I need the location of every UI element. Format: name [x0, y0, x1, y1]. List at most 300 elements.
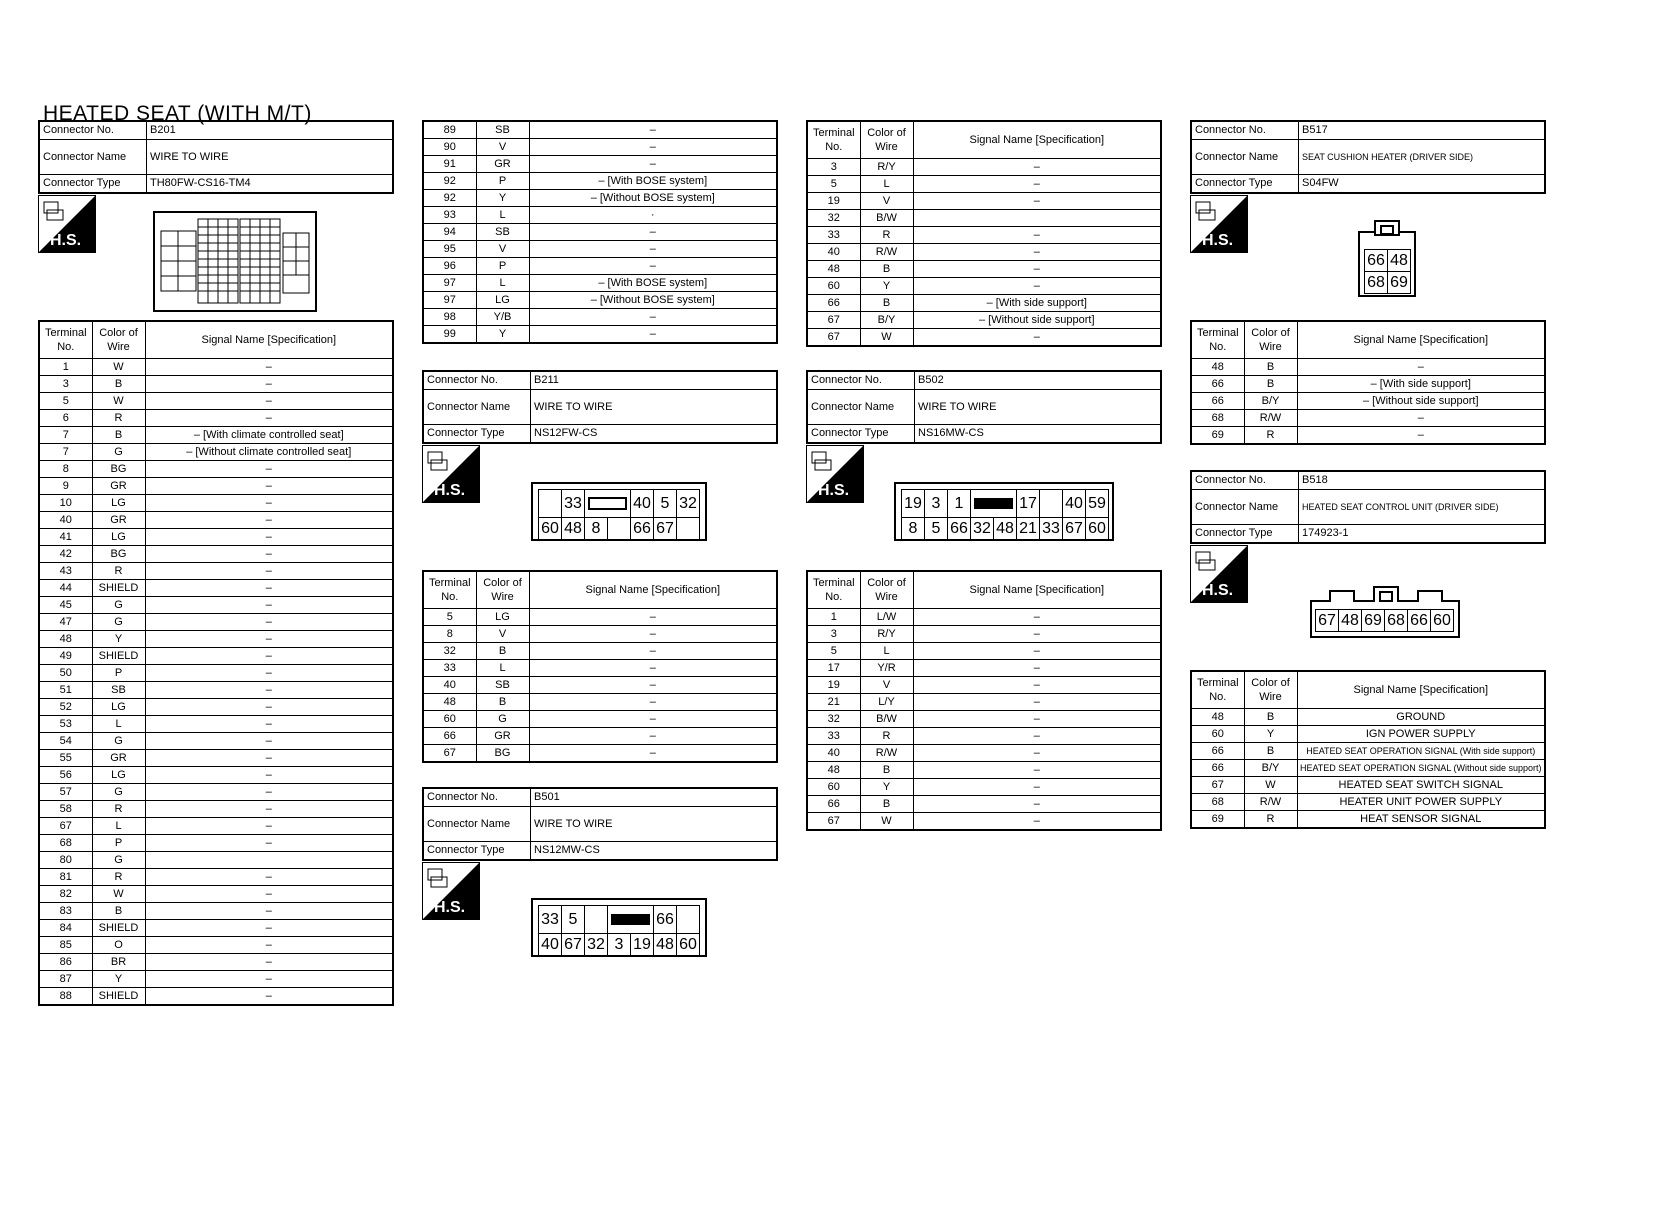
color-cell: L: [476, 275, 529, 292]
color-cell: P: [92, 665, 145, 682]
table-row: [807, 227, 1161, 244]
color-cell: GR: [476, 728, 529, 745]
table-row: [1191, 359, 1545, 376]
connector-no: B211: [531, 371, 778, 390]
table-row: [423, 173, 777, 190]
terminal-cell: 10: [39, 495, 92, 512]
terminal-cell: 40: [807, 745, 860, 762]
terminal-cell: 48: [39, 631, 92, 648]
color-cell: GR: [476, 156, 529, 173]
color-cell: W: [1244, 777, 1297, 794]
signal-cell: –: [145, 971, 393, 988]
terminal-cell: 91: [423, 156, 476, 173]
color-cell: BG: [476, 745, 529, 763]
terminal-cell: 44: [39, 580, 92, 597]
table-row: [423, 326, 777, 344]
terminal-cell: 67: [39, 818, 92, 835]
terminal-cell: 6: [39, 410, 92, 427]
terminal-cell: 66: [1191, 760, 1244, 777]
signal-cell: HEATED SEAT SWITCH SIGNAL: [1297, 777, 1545, 794]
table-row: [807, 159, 1161, 176]
table-row: [39, 444, 393, 461]
signal-cell: –: [529, 258, 777, 275]
terminal-cell: 99: [423, 326, 476, 344]
signal-cell: –: [1297, 410, 1545, 427]
terminal-cell: 80: [39, 852, 92, 869]
color-of-wire-header: Color of Wire: [92, 321, 145, 359]
terminal-cell: 66: [807, 295, 860, 312]
terminal-cell: 87: [39, 971, 92, 988]
signal-cell: –: [913, 643, 1161, 660]
terminal-cell: 32: [807, 711, 860, 728]
color-cell: R: [1244, 427, 1297, 445]
terminal-cell: 60: [807, 278, 860, 295]
color-cell: R: [92, 563, 145, 580]
color-cell: W: [92, 393, 145, 410]
signal-cell: –: [145, 988, 393, 1006]
color-cell: SHIELD: [92, 988, 145, 1006]
terminal-cell: 54: [39, 733, 92, 750]
signal-cell: –: [145, 580, 393, 597]
color-cell: G: [92, 614, 145, 631]
table-row: [423, 207, 777, 224]
signal-cell: –: [913, 278, 1161, 295]
signal-cell: –: [145, 597, 393, 614]
signal-cell: –: [913, 779, 1161, 796]
connector-no-label: Connector No.: [39, 121, 147, 140]
terminal-cell: 33: [423, 660, 476, 677]
table-row: [39, 835, 393, 852]
signal-cell: HEATED SEAT OPERATION SIGNAL (Without side support): [1297, 760, 1545, 777]
terminal-cell: 33: [807, 728, 860, 745]
terminal-cell: 92: [423, 190, 476, 207]
table-row: [39, 903, 393, 920]
table-row: [39, 665, 393, 682]
color-cell: R: [92, 869, 145, 886]
color-cell: B/W: [860, 711, 913, 728]
signal-cell: –: [913, 227, 1161, 244]
terminal-cell: 3: [807, 626, 860, 643]
color-cell: G: [92, 852, 145, 869]
terminal-cell: 69: [1191, 811, 1244, 829]
terminal-cell: 60: [423, 711, 476, 728]
color-cell: L: [92, 716, 145, 733]
table-row: [807, 609, 1161, 626]
color-cell: Y: [476, 326, 529, 344]
signal-cell: –: [145, 563, 393, 580]
terminal-cell: 67: [807, 329, 860, 347]
color-cell: GR: [92, 512, 145, 529]
color-cell: R/Y: [860, 159, 913, 176]
color-cell: B/W: [860, 210, 913, 227]
page-title: HEATED SEAT (WITH M/T): [43, 102, 312, 125]
color-cell: B: [1244, 376, 1297, 393]
color-cell: R: [92, 801, 145, 818]
terminal-cell: 1: [807, 609, 860, 626]
terminal-no-header: Terminal No.: [39, 321, 92, 359]
signal-cell: –: [145, 512, 393, 529]
signal-cell: – [Without side support]: [913, 312, 1161, 329]
color-cell: L: [92, 818, 145, 835]
terminal-cell: 66: [1191, 393, 1244, 410]
signal-cell: –: [1297, 359, 1545, 376]
terminal-cell: 88: [39, 988, 92, 1006]
color-cell: L: [860, 643, 913, 660]
color-cell: G: [92, 784, 145, 801]
b211-connector-face: 33 40 5 32 60 48 8 66 67: [531, 482, 707, 541]
color-cell: L: [476, 207, 529, 224]
signal-cell: – [Without BOSE system]: [529, 292, 777, 309]
signal-cell: –: [529, 643, 777, 660]
table-row: [423, 609, 777, 626]
signal-cell: –: [145, 886, 393, 903]
color-cell: LG: [476, 609, 529, 626]
color-cell: V: [476, 241, 529, 258]
color-cell: B: [860, 796, 913, 813]
signal-cell: –: [529, 660, 777, 677]
connector-type: TH80FW-CS16-TM4: [147, 175, 394, 194]
signal-cell: –: [145, 903, 393, 920]
color-cell: R/Y: [860, 626, 913, 643]
terminal-cell: 81: [39, 869, 92, 886]
color-cell: G: [92, 444, 145, 461]
signal-cell: HEATER UNIT POWER SUPPLY: [1297, 794, 1545, 811]
hs-icon: H.S.: [806, 445, 864, 503]
terminal-cell: 67: [807, 312, 860, 329]
table-row: [39, 920, 393, 937]
table-row: [423, 258, 777, 275]
table-row: [39, 580, 393, 597]
table-row: [807, 711, 1161, 728]
color-cell: SHIELD: [92, 920, 145, 937]
signal-cell: –: [913, 694, 1161, 711]
connector-no: B518: [1299, 471, 1546, 490]
color-cell: BR: [92, 954, 145, 971]
color-cell: P: [92, 835, 145, 852]
terminal-cell: 84: [39, 920, 92, 937]
terminal-cell: 41: [39, 529, 92, 546]
terminal-cell: 7: [39, 444, 92, 461]
terminal-cell: 90: [423, 139, 476, 156]
signal-cell: –: [145, 495, 393, 512]
signal-cell: –: [913, 677, 1161, 694]
terminal-cell: 47: [39, 614, 92, 631]
terminal-cell: 43: [39, 563, 92, 580]
terminal-cell: 33: [807, 227, 860, 244]
color-cell: SHIELD: [92, 648, 145, 665]
color-cell: GR: [92, 478, 145, 495]
signal-cell: –: [913, 159, 1161, 176]
terminal-cell: 67: [1191, 777, 1244, 794]
table-row: [423, 190, 777, 207]
terminal-cell: 48: [1191, 709, 1244, 726]
terminal-cell: 32: [807, 210, 860, 227]
signal-cell: –: [529, 694, 777, 711]
table-row: [807, 278, 1161, 295]
signal-name-header: Signal Name [Specification]: [145, 321, 393, 359]
table-row: [39, 427, 393, 444]
color-cell: B/Y: [1244, 393, 1297, 410]
color-cell: Y/R: [860, 660, 913, 677]
signal-cell: GROUND: [1297, 709, 1545, 726]
hs-icon: H.S.: [422, 445, 480, 503]
terminal-cell: 53: [39, 716, 92, 733]
table-row: [807, 193, 1161, 210]
table-row: [39, 716, 393, 733]
color-cell: B: [476, 643, 529, 660]
terminal-cell: 51: [39, 682, 92, 699]
b517-info: Connector No. B517 Connector Name SEAT CUSHION HEATER (DRIVER SIDE) Connector Type S04FW: [1190, 120, 1546, 194]
table-row: [39, 988, 393, 1006]
table-row: [807, 796, 1161, 813]
color-cell: V: [860, 677, 913, 694]
terminal-cell: 49: [39, 648, 92, 665]
table-row: [807, 762, 1161, 779]
b518-connector-face: 67 48 69 68 66 60: [1310, 583, 1460, 638]
terminal-cell: 96: [423, 258, 476, 275]
color-cell: R: [92, 410, 145, 427]
b501-info: Connector No. B501 Connector Name WIRE TO WIRE Connector Type NS12MW-CS: [422, 787, 778, 861]
signal-cell: –: [145, 359, 393, 376]
table-row: [39, 563, 393, 580]
signal-cell: –: [913, 609, 1161, 626]
table-row: [1191, 811, 1545, 829]
table-row: [423, 241, 777, 258]
terminal-cell: 66: [1191, 376, 1244, 393]
table-row: [807, 643, 1161, 660]
terminal-cell: 57: [39, 784, 92, 801]
connector-type-label: Connector Type: [39, 175, 147, 194]
signal-cell: –: [145, 920, 393, 937]
connector-name: WIRE TO WIRE: [531, 807, 778, 842]
table-row: [39, 529, 393, 546]
b201-terminal-table-continued: [422, 120, 778, 344]
signal-cell: –: [913, 660, 1161, 677]
table-row: [39, 682, 393, 699]
table-row: [39, 631, 393, 648]
terminal-cell: 42: [39, 546, 92, 563]
color-cell: W: [860, 329, 913, 347]
color-cell: BG: [92, 546, 145, 563]
table-row: [1191, 393, 1545, 410]
color-cell: P: [476, 173, 529, 190]
terminal-cell: 95: [423, 241, 476, 258]
signal-cell: – [With BOSE system]: [529, 275, 777, 292]
color-cell: SB: [476, 121, 529, 139]
table-row: [39, 461, 393, 478]
signal-cell: –: [529, 156, 777, 173]
color-cell: LG: [92, 529, 145, 546]
color-cell: G: [476, 711, 529, 728]
table-row: [39, 597, 393, 614]
table-row: [807, 210, 1161, 227]
hs-icon: H.S.: [38, 195, 96, 253]
signal-cell: – [With side support]: [913, 295, 1161, 312]
terminal-cell: 19: [807, 677, 860, 694]
table-row: [39, 478, 393, 495]
signal-cell: –: [1297, 427, 1545, 445]
signal-cell: –: [529, 728, 777, 745]
connector-name: SEAT CUSHION HEATER (DRIVER SIDE): [1299, 140, 1546, 175]
signal-cell: –: [913, 813, 1161, 831]
signal-cell: –: [145, 716, 393, 733]
terminal-cell: 83: [39, 903, 92, 920]
hs-icon: H.S.: [1190, 195, 1248, 253]
color-cell: R/W: [860, 745, 913, 762]
terminal-cell: 68: [1191, 794, 1244, 811]
terminal-cell: 5: [423, 609, 476, 626]
table-row: [1191, 726, 1545, 743]
table-row: [39, 393, 393, 410]
signal-cell: –: [913, 745, 1161, 762]
signal-cell: –: [145, 937, 393, 954]
color-cell: B: [1244, 709, 1297, 726]
terminal-cell: 48: [807, 762, 860, 779]
table-row: [423, 626, 777, 643]
signal-cell: – [With side support]: [1297, 376, 1545, 393]
signal-cell: –: [145, 784, 393, 801]
table-row: [423, 643, 777, 660]
table-row: [39, 699, 393, 716]
signal-cell: –: [913, 796, 1161, 813]
terminal-cell: 7: [39, 427, 92, 444]
terminal-cell: 1: [39, 359, 92, 376]
terminal-cell: 67: [807, 813, 860, 831]
signal-cell: HEATED SEAT OPERATION SIGNAL (With side support): [1297, 743, 1545, 760]
color-cell: Y: [1244, 726, 1297, 743]
table-row: [1191, 376, 1545, 393]
table-row: [39, 495, 393, 512]
signal-cell: –: [529, 609, 777, 626]
connector-type: NS12FW-CS: [531, 425, 778, 444]
terminal-cell: 60: [807, 779, 860, 796]
terminal-cell: 8: [423, 626, 476, 643]
table-row: [807, 176, 1161, 193]
terminal-cell: 60: [1191, 726, 1244, 743]
color-cell: V: [476, 626, 529, 643]
color-cell: LG: [92, 699, 145, 716]
b211-info: [422, 370, 778, 444]
signal-cell: – [With BOSE system]: [529, 173, 777, 190]
terminal-cell: 48: [1191, 359, 1244, 376]
signal-cell: –: [145, 750, 393, 767]
table-row: [807, 779, 1161, 796]
signal-cell: – [Without side support]: [1297, 393, 1545, 410]
signal-cell: – [Without BOSE system]: [529, 190, 777, 207]
signal-cell: [145, 852, 393, 869]
terminal-cell: 19: [807, 193, 860, 210]
color-cell: B: [860, 762, 913, 779]
table-row: [807, 694, 1161, 711]
hs-icon: H.S.: [1190, 545, 1248, 603]
terminal-cell: 66: [423, 728, 476, 745]
terminal-cell: 93: [423, 207, 476, 224]
terminal-cell: 8: [39, 461, 92, 478]
signal-cell: –: [529, 677, 777, 694]
color-cell: R: [860, 227, 913, 244]
color-cell: W: [92, 359, 145, 376]
b501-connector-face: 33 5 66 40 67 32 3 19 48 60: [531, 898, 707, 957]
color-cell: Y/B: [476, 309, 529, 326]
table-row: [807, 312, 1161, 329]
signal-cell: –: [145, 461, 393, 478]
color-cell: Y: [92, 971, 145, 988]
color-cell: L: [476, 660, 529, 677]
table-row: [807, 745, 1161, 762]
signal-cell: –: [145, 835, 393, 852]
color-cell: W: [92, 886, 145, 903]
connector-type: NS16MW-CS: [915, 425, 1162, 444]
signal-cell: –: [145, 410, 393, 427]
signal-cell: –: [529, 326, 777, 344]
table-row: [423, 694, 777, 711]
table-row: [39, 767, 393, 784]
terminal-cell: 52: [39, 699, 92, 716]
table-row: [807, 813, 1161, 831]
terminal-cell: 3: [39, 376, 92, 393]
table-row: [39, 801, 393, 818]
signal-cell: –: [145, 393, 393, 410]
signal-cell: –: [913, 626, 1161, 643]
color-cell: LG: [476, 292, 529, 309]
terminal-cell: 5: [39, 393, 92, 410]
color-cell: LG: [92, 767, 145, 784]
color-cell: Y: [860, 278, 913, 295]
color-cell: R: [1244, 811, 1297, 829]
signal-cell: –: [529, 626, 777, 643]
terminal-cell: 97: [423, 292, 476, 309]
signal-cell: –: [145, 631, 393, 648]
color-cell: B: [476, 694, 529, 711]
signal-cell: HEAT SENSOR SIGNAL: [1297, 811, 1545, 829]
color-cell: B: [92, 427, 145, 444]
table-row: [423, 121, 777, 139]
signal-cell: –: [145, 648, 393, 665]
color-cell: B: [860, 261, 913, 278]
color-cell: R/W: [1244, 410, 1297, 427]
color-cell: B: [1244, 743, 1297, 760]
color-cell: SB: [476, 677, 529, 694]
signal-cell: –: [145, 954, 393, 971]
signal-cell: –: [145, 665, 393, 682]
connector-name: HEATED SEAT CONTROL UNIT (DRIVER SIDE): [1299, 490, 1546, 525]
color-cell: Y: [860, 779, 913, 796]
signal-cell: –: [913, 244, 1161, 261]
table-row: [423, 275, 777, 292]
terminal-cell: 5: [807, 176, 860, 193]
connector-no: B201: [147, 121, 394, 140]
signal-cell: IGN POWER SUPPLY: [1297, 726, 1545, 743]
connector-type: S04FW: [1299, 175, 1546, 194]
signal-cell: –: [145, 478, 393, 495]
table-row: [1191, 760, 1545, 777]
table-row: [423, 728, 777, 745]
terminal-cell: 21: [807, 694, 860, 711]
terminal-cell: 89: [423, 121, 476, 139]
color-cell: SB: [92, 682, 145, 699]
table-row: [807, 261, 1161, 278]
terminal-cell: 85: [39, 937, 92, 954]
connector-name-label: Connector Name: [423, 390, 531, 425]
terminal-cell: 32: [423, 643, 476, 660]
signal-cell: –: [145, 614, 393, 631]
b211-terminal-table: Terminal No. Color of Wire Signal Name [Specification] 5 LG – 8 V – 32 B – 33 L – 40 SB – 48 B – 60 G – 66 GR – 67 BG –: [422, 570, 778, 763]
terminal-cell: 58: [39, 801, 92, 818]
terminal-cell: 97: [423, 275, 476, 292]
connector-type: 174923-1: [1299, 525, 1546, 544]
color-cell: B: [92, 376, 145, 393]
signal-cell: –: [529, 139, 777, 156]
